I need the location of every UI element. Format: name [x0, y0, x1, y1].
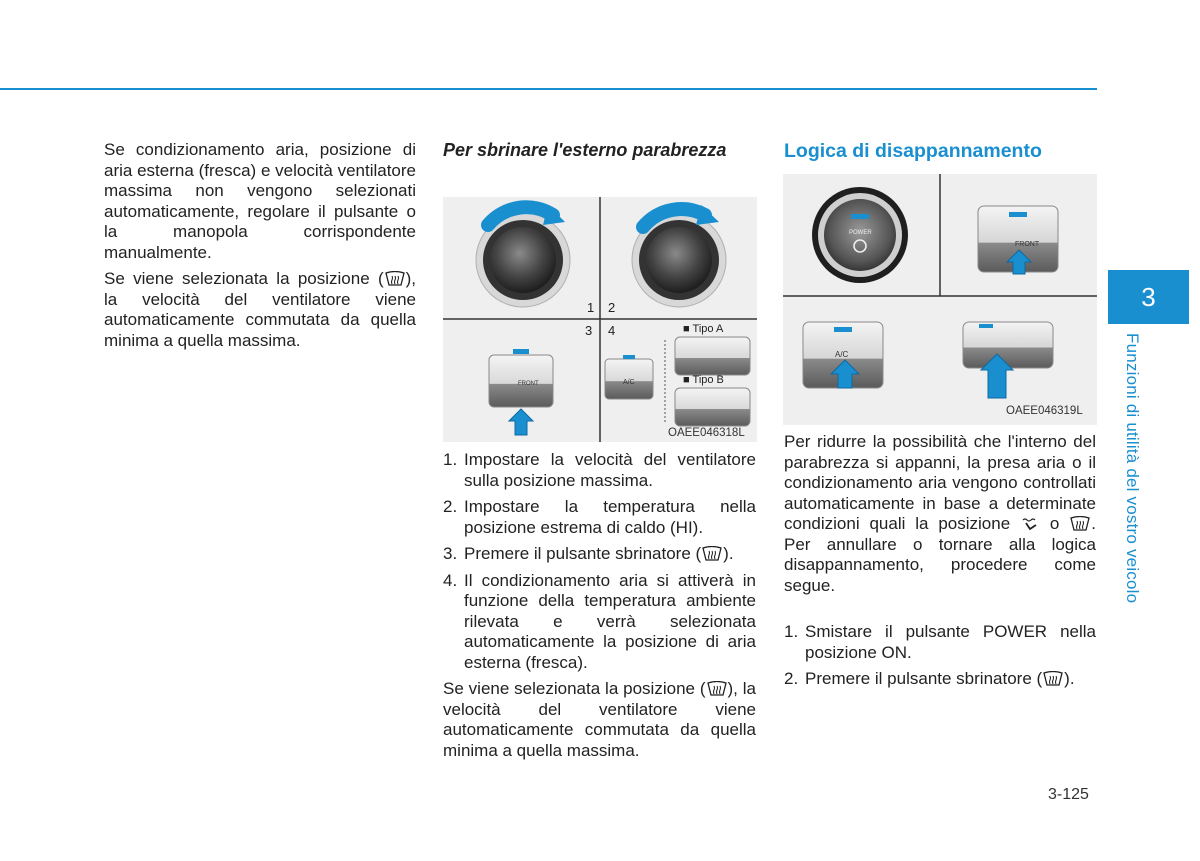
defog-logic-text [784, 432, 1096, 696]
list-item: 2. Premere il pulsante sbrinatore ( ). [784, 669, 1075, 688]
column-right [784, 140, 1096, 162]
figure-exterior-defrost [443, 197, 757, 442]
list-item: 1. Impostare la velocità del ventilatore sulla posizione massima. [443, 450, 756, 490]
figure-exterior-defrost-art [443, 197, 757, 442]
figure-caption: OAEE046319L [1006, 405, 1083, 417]
list-item: 3. Premere il pulsante sbrinatore ( ). [443, 544, 734, 563]
front-button-label: FRONT [1015, 241, 1040, 248]
list-item: 2. Impostare la temperatura nella posizione estrema di caldo (HI). [443, 497, 756, 537]
power-button-label: POWER [849, 230, 872, 236]
paragraph-manual-adjust: Se condizionamento aria, posizione di aria esterna (fresca) e velocità ventilatore massima non vengono selezionati automaticamente, regolare il pulsante o la manopola corrispondente manualmente. [104, 140, 416, 262]
steps-list [784, 622, 1096, 690]
paragraph-defrost-speed-2: Se viene selezionata la posizione ( ), la velocità del ventilatore viene automaticamente commutata da quella minima a quella massima. [443, 679, 757, 760]
defrost-icon [384, 271, 406, 287]
paragraph-defrost-speed: Se viene selezionata la posizione ( ), la velocità del ventilatore viene automaticamente commutata da quella minima a quella massima. [104, 269, 416, 350]
defrost-icon [706, 681, 728, 697]
list-item: 4. Il condizionamento aria si attiverà in funzione della temperatura ambiente rilevata e verrà selezionata automaticamente la posizione di aria esterna (fresca). [443, 570, 756, 672]
list-item: 1. Smistare il pulsante POWER nella posizione ON. [784, 622, 1096, 662]
header-rule [0, 88, 1097, 90]
steps-list [443, 450, 756, 673]
figure-defog-logic-art [783, 174, 1097, 425]
defrost-icon [701, 546, 723, 562]
front-button-label: FRONT [518, 381, 539, 387]
figure-label-3: 3 [585, 323, 593, 338]
figure-label-1: 1 [587, 300, 595, 315]
column-middle [443, 140, 756, 161]
page-number: 3-125 [1048, 786, 1089, 803]
chapter-tab: 3 [1108, 270, 1189, 324]
figure-defog-logic [783, 174, 1097, 425]
defrost-icon [1069, 516, 1091, 532]
figure-label-4: 4 [608, 323, 616, 338]
figure-caption: OAEE046318L [668, 427, 745, 439]
paragraph-defog-logic: Per ridurre la possibilità che l'interno del parabrezza si appanni, la presa aria o il condizionamento aria vengono controllati automaticamente in base a determinate condizioni quali la posizione o . Per annullare o tornare alla logica disappannamento, procedere come segue. [784, 432, 1096, 595]
ac-button-label: A/C [835, 350, 849, 359]
ac-button-label: A/C [623, 379, 635, 386]
exterior-defrost-steps [443, 450, 756, 761]
type-a-label: ■ Tipo A [683, 323, 724, 335]
defrost-icon [1042, 671, 1064, 687]
column-left [104, 140, 416, 351]
figure-label-2: 2 [608, 300, 616, 315]
section-heading-defog-logic: Logica di disappannamento [784, 140, 1042, 162]
section-heading-exterior-defrost: Per sbrinare l'esterno parabrezza [443, 140, 727, 160]
chapter-title-vertical: Funzioni di utilità del vostro veicolo [1123, 333, 1142, 604]
floor-defrost-icon [1020, 516, 1040, 532]
type-b-label: ■ Tipo B [683, 374, 724, 386]
